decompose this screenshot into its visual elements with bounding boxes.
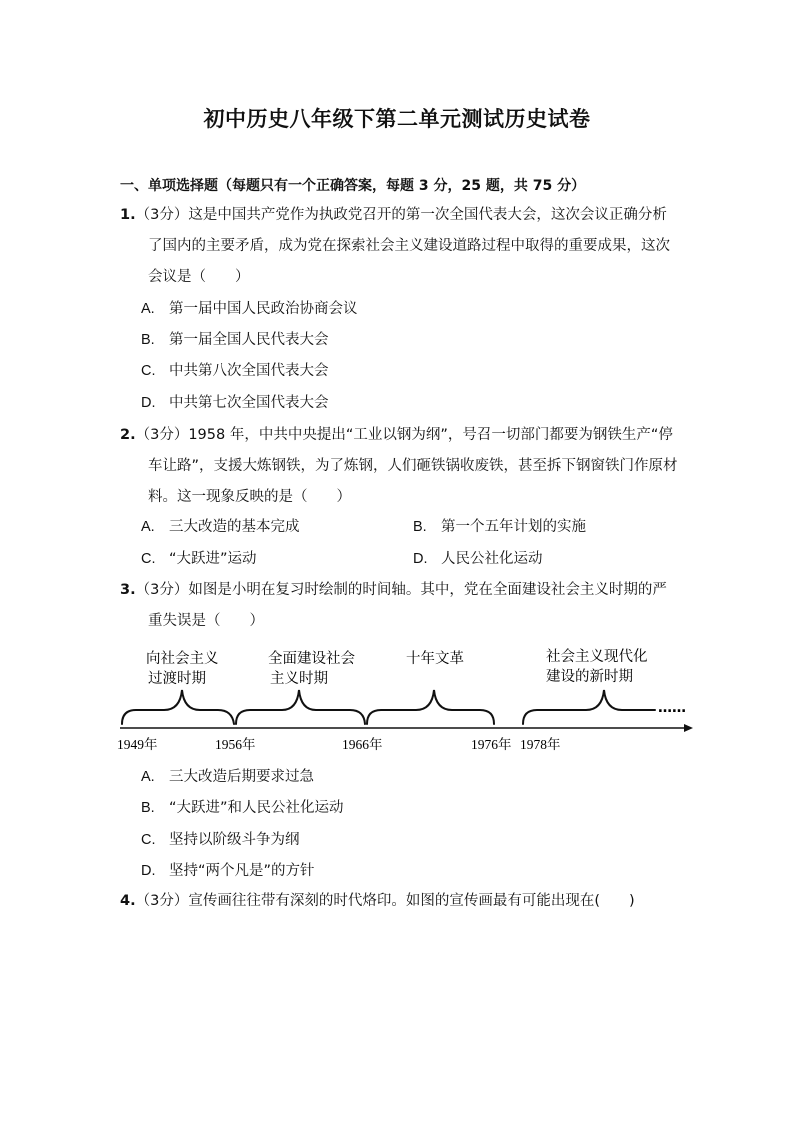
brace-1966-1976	[367, 690, 494, 724]
option-letter: D.	[141, 395, 156, 411]
option-letter: B.	[141, 332, 155, 348]
question-text: （3分）1958 年，中共中央提出“工业以钢为纲”，号召一切部门都要为钢铁生产“停车让路”，支援大炼钢铁，为了炼钢，人们砸铁锅收废铁，甚至拆下钢窗铁门作原材料。这一现象反映的是（ ）	[135, 427, 678, 505]
question-3	[120, 575, 680, 637]
brace-1956-1966	[236, 690, 365, 724]
question-number: 2.	[120, 427, 136, 443]
period-label: 主义时期	[270, 671, 328, 687]
option-letter: D.	[141, 863, 156, 879]
option-text: “大跃进”运动	[169, 551, 257, 567]
question-2-stem	[120, 420, 680, 513]
period-label: 建设的新时期	[546, 669, 633, 685]
question-1	[120, 200, 680, 293]
option-text: 中共第八次全国代表大会	[169, 363, 329, 379]
option-letter: B.	[141, 800, 155, 816]
q3-option-d[interactable]	[141, 861, 315, 881]
question-text: （3分）宣传画往往带有深刻的时代烙印。如图的宣传画最有可能出现在( )	[135, 893, 635, 909]
option-text: “大跃进”和人民公社化运动	[169, 800, 344, 816]
question-1-stem	[120, 200, 680, 293]
option-text: 坚持以阶级斗争为纲	[169, 832, 300, 848]
year-label: 1976年	[471, 737, 512, 752]
question-number: 4.	[120, 893, 136, 909]
option-letter: A.	[141, 769, 155, 785]
q3-option-a[interactable]	[141, 767, 314, 787]
option-text: 第一个五年计划的实施	[441, 519, 586, 535]
period-label: 向社会主义	[146, 651, 219, 667]
question-number: 1.	[120, 207, 136, 223]
q1-option-c[interactable]	[141, 361, 329, 381]
period-label: 社会主义现代化	[546, 649, 648, 665]
q2-option-d[interactable]	[413, 549, 543, 569]
question-4-stem	[120, 886, 690, 917]
q2-option-c[interactable]	[141, 549, 257, 569]
q2-option-a[interactable]	[141, 517, 300, 537]
q3-option-b[interactable]	[141, 798, 344, 818]
option-text: 三大改造后期要求过急	[169, 769, 314, 785]
q3-option-c[interactable]	[141, 830, 300, 850]
q1-option-b[interactable]	[141, 330, 329, 350]
year-label: 1949年	[117, 737, 158, 752]
option-text: 三大改造的基本完成	[169, 519, 300, 535]
q1-option-d[interactable]	[141, 393, 329, 413]
question-4	[120, 886, 690, 917]
question-3-stem	[120, 575, 680, 637]
option-text: 人民公社化运动	[441, 551, 543, 567]
timeline-diagram	[0, 640, 794, 760]
timeline-arrow	[684, 724, 693, 732]
question-text: （3分）这是中国共产党作为执政党召开的第一次全国代表大会，这次会议正确分析了国内的主要矛盾，成为党在探索社会主义建设道路过程中取得的重要成果，这次会议是（ ）	[135, 207, 670, 285]
option-text: 第一届全国人民代表大会	[169, 332, 329, 348]
option-letter: D.	[413, 551, 428, 567]
option-text: 第一届中国人民政治协商会议	[169, 301, 358, 317]
period-label: 十年文革	[406, 651, 464, 667]
year-label: 1956年	[215, 737, 256, 752]
question-text: （3分）如图是小明在复习时绘制的时间轴。其中，党在全面建设社会主义时期的严重失误是（ ）	[135, 582, 667, 629]
brace-1949-1956	[122, 690, 234, 724]
option-letter: A.	[141, 519, 155, 535]
question-number: 3.	[120, 582, 136, 598]
option-letter: C.	[141, 832, 156, 848]
question-2	[120, 420, 680, 513]
year-label: 1978年	[520, 737, 561, 752]
brace-1978-on	[523, 690, 655, 724]
option-letter: C.	[141, 363, 156, 379]
exam-title: 初中历史八年级下第二单元测试历史试卷	[203, 107, 591, 131]
option-letter: B.	[413, 519, 427, 535]
period-label: 过渡时期	[148, 671, 206, 687]
option-letter: C.	[141, 551, 156, 567]
continuation-dots: ……	[658, 700, 686, 716]
q1-option-a[interactable]	[141, 299, 358, 319]
period-label: 全面建设社会	[268, 651, 355, 667]
option-letter: A.	[141, 301, 155, 317]
section-heading: 一、单项选择题（每题只有一个正确答案，每题 3 分，25 题，共 75 分）	[120, 178, 586, 194]
option-text: 坚持“两个凡是”的方针	[169, 863, 315, 879]
option-text: 中共第七次全国代表大会	[169, 395, 329, 411]
year-label: 1966年	[342, 737, 383, 752]
q2-option-b[interactable]	[413, 517, 586, 537]
